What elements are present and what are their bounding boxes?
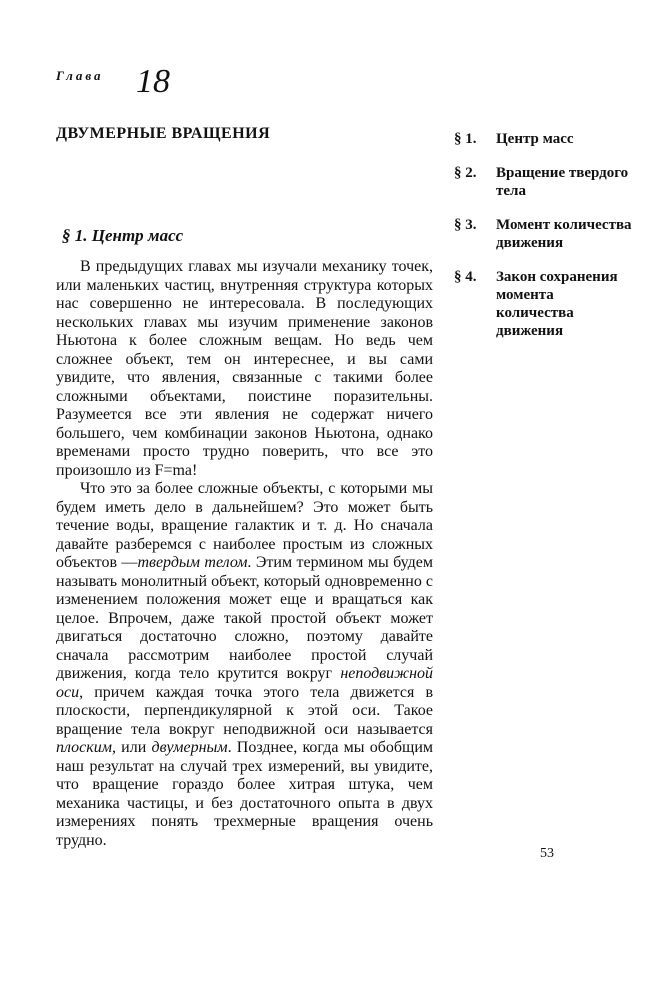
paragraph-2-text-b: . Этим термином мы будем называть монолитный объект, который одновременно с изменением положения может еще и вращаться как целое. Впрочем, даже такой простой объект может двигаться достаточно сложно, поэтому давайте сначала рассмотрим наиболее простой случай движения, когда тело крутится вокруг — [56, 554, 434, 682]
toc-item-3 — [454, 216, 634, 252]
page-number: 53 — [540, 846, 554, 861]
body-text — [56, 258, 433, 850]
term-rigid-body: твердым телом — [137, 554, 248, 571]
toc-item-number: § 1. — [454, 131, 477, 147]
chapter-title: ДВУМЕРНЫЕ ВРАЩЕНИЯ — [56, 125, 271, 142]
paragraph-2-text-c: , причем каждая точка этого тела движется в плоскости, перпендикулярной к этой оси. Такое вращение тела вокруг неподвижной оси называется — [56, 683, 433, 738]
chapter-label: Глава — [56, 68, 104, 83]
section-heading: § 1. Центр масс — [62, 226, 184, 245]
toc-item-label: Вращение твердого тела — [496, 165, 629, 199]
paragraph-2-text-d: , или — [111, 739, 147, 756]
toc-item-1 — [454, 130, 634, 148]
paragraph-1: В предыдущих главах мы изучали механику точек, или маленьких частиц, внутренняя структура которых нас совершенно не интересовала. В последующих нескольких главах мы изучим применение законов Ньютона к более сложным вещам. Но ведь чем сложнее объект, тем он интереснее, и вы сами увидите, что явления, связанные с такими более сложными объектами, поистине поразительны. Разумеется все эти явления не содержат ничего большего, чем комбинации законов Ньютона, однако временами просто трудно поверить, что все это произошло из F=ma! — [56, 258, 433, 479]
paragraph-2-text-a: Что это за более сложные объекты, с которыми мы будем иметь дело в дальнейшем? Это может быть течение воды, вращение галактик и т. д. Но сначала давайте разберемся с наиболее простым из сложных объектов — — [56, 480, 433, 571]
toc-item-number: § 2. — [454, 165, 477, 181]
table-of-contents — [454, 130, 634, 356]
toc-item-number: § 4. — [454, 269, 477, 285]
toc-item-4 — [454, 268, 634, 340]
toc-item-label: Центр масс — [496, 131, 574, 147]
paragraph-2 — [56, 480, 433, 850]
chapter-number: 18 — [136, 63, 170, 100]
term-planar: плоским — [56, 739, 112, 756]
toc-item-number: § 3. — [454, 217, 477, 233]
toc-item-label: Момент количества движения — [496, 217, 632, 251]
toc-item-2 — [454, 164, 634, 200]
paragraph-2-text-e: . Позднее, когда мы обобщим наш результат на случай трех измерений, вы увидите, что вращение гораздо более хитрая штука, чем механика частицы, и без достаточного опыта в двух измерениях понять трехмерные вращения очень трудно. — [56, 739, 434, 849]
toc-item-label: Закон сохранения момента количества движения — [496, 269, 618, 339]
term-two-dimensional: двумерным — [151, 739, 228, 756]
term-fixed-axis: неподвижной оси — [56, 665, 433, 701]
